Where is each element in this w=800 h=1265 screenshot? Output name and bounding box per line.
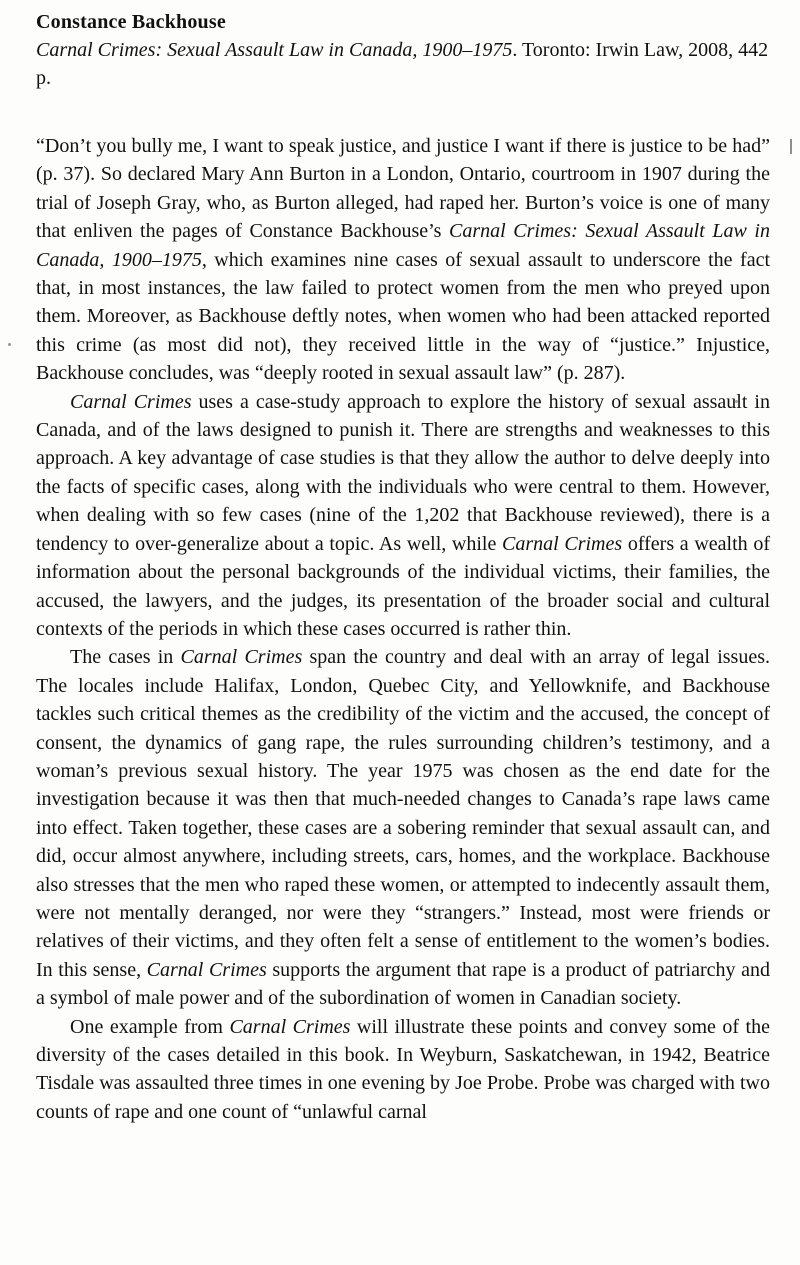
review-body xyxy=(36,132,770,1126)
book-title-mention: Carnal Crimes xyxy=(502,532,623,555)
text-run: , which examines nine cases of sexual assault to underscore the fact that, in most instances, the law failed to protect women from the men who preyed upon them. Moreover, as Backhouse deftly notes, when women who had been attacked reported this crime (as most did not), they received little in the way of “justice.” Injustice, Backhouse concludes, was “deeply rooted in sexual assault law” (p. 287). xyxy=(36,248,771,385)
book-title-mention: Carnal Crimes xyxy=(229,1015,351,1038)
text-run: will illustrate these points and convey some of the diversity of the cases detailed in this book. In Weyburn, Saskatchewan, in 1942, Beatrice Tisdale was assaulted three times in one evening by Joe Probe. Probe was charged with two counts of rape and one count of “unlawful carnal xyxy=(36,1015,770,1123)
text-run: supports the argument that rape is a product of patriarchy and a symbol of male power and of the subordination of women in Canadian society. xyxy=(36,958,770,1010)
text-run: span the country and deal with an array of legal issues. The locales include Halifax, London, Quebec City, and Yellowknife, and Backhouse tackles such critical themes as the credibility of the victim and the accused, the concept of consent, the dynamics of gang rape, the rules surrounding children’s testimony, and a woman’s previous sexual history. The year 1975 was chosen as the end date for the investigation because it was then that much-needed changes to Canada’s rape laws came into effect. Taken together, these cases are a sobering reminder that sexual assault can, and did, occur almost anywhere, including streets, cars, homes, and the workplace. Backhouse also stresses that the men who raped these women, or attempted to indecently assault them, were not mentally deranged, nor were they “strangers.” Instead, most were friends or relatives of their victims, and they often felt a sense of entitlement to the women’s bodies. In this sense, xyxy=(36,646,770,981)
review-header xyxy=(36,9,770,92)
scan-artifact xyxy=(790,139,792,154)
book-title-mention: Carnal Crimes: Sexual Assault Law in Canada, 1900–1975 xyxy=(36,220,770,271)
text-run: offers a wealth of information about the personal backgrounds of the individual victims, their families, the accused, the lawyers, and the judges, its presentation of the broader social and cultural contexts of the periods in which these cases occurred is rather thin. xyxy=(36,532,770,640)
book-title-mention: Carnal Crimes xyxy=(146,958,267,981)
text-run: “Don’t you bully me, I want to speak justice, and justice I want if there is justice to be had” (p. 37). So declared Mary Ann Burton in a London, Ontario, courtroom in 1907 during the trial of Joseph Gray, who, as Burton alleged, had raped her. Burton’s voice is one of many that enliven the pages of Constance Backhouse’s xyxy=(36,135,770,243)
text-run: uses a case-study approach to explore the history of sexual assault in Canada, and of the laws designed to punish it. There are strengths and weaknesses to this approach. A key advantage of case studies is that they allow the author to delve deeply into the facts of specific cases, along with the individuals who were central to them. However, when dealing with so few cases (nine of the 1,202 that Backhouse reviewed), there is a tendency to over-generalize about a topic. As well, while xyxy=(36,390,770,555)
citation-publication: . Toronto: Irwin Law, 2008, 442 p. xyxy=(36,39,769,89)
paragraph-2 xyxy=(36,388,770,644)
scan-artifact xyxy=(8,343,11,346)
scan-artifact xyxy=(735,400,738,403)
paragraph-4 xyxy=(36,1013,770,1127)
book-title-mention: Carnal Crimes xyxy=(180,646,303,669)
text-run: The cases in xyxy=(70,646,181,669)
text-run: One example from xyxy=(70,1015,230,1038)
book-citation xyxy=(36,36,770,92)
paragraph-1 xyxy=(36,132,770,388)
book-title-mention: Carnal Crimes xyxy=(70,390,192,413)
author-name: Constance Backhouse xyxy=(36,11,226,33)
paragraph-3 xyxy=(36,643,770,1012)
book-title: Carnal Crimes: Sexual Assault Law in Canada, 1900–1975 xyxy=(36,39,513,61)
